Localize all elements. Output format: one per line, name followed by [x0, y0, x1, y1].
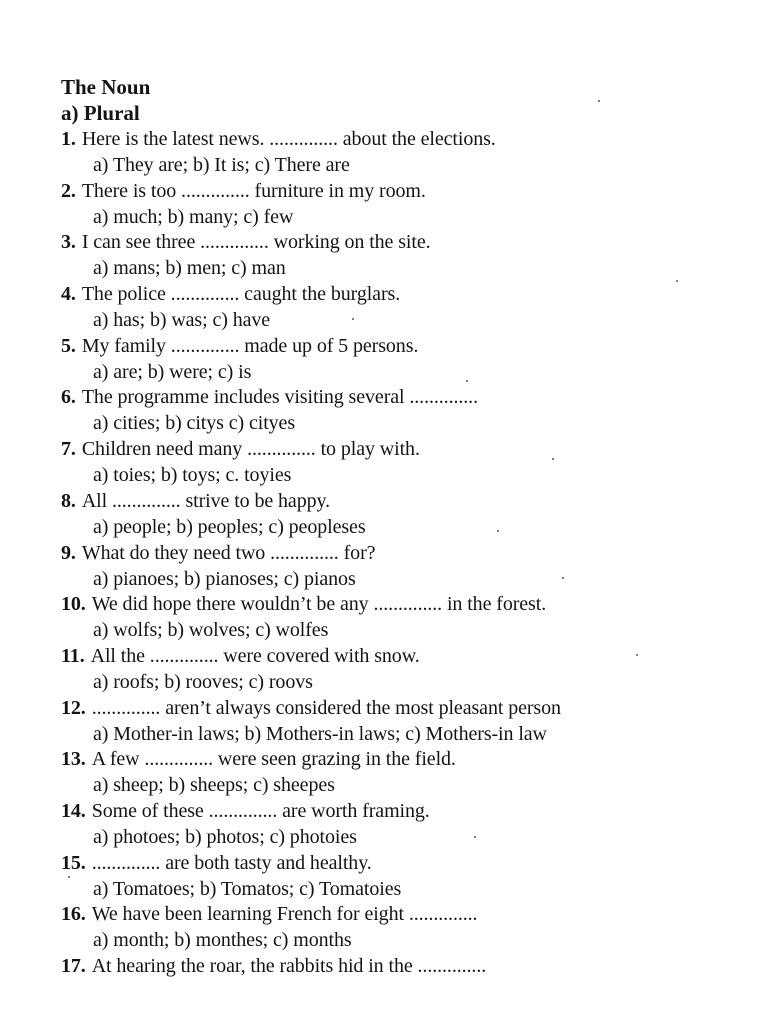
question-number: 10.	[61, 593, 86, 616]
question-stem	[61, 540, 375, 566]
scan-speck	[466, 380, 468, 382]
answer-options: a) cities; b) citys c) cityes	[93, 412, 296, 435]
question-item	[0, 488, 768, 540]
question-stem	[61, 695, 561, 721]
question-stem	[61, 333, 418, 359]
question-text: Some of these .............. are worth framing.	[91, 799, 430, 822]
answer-options: a) mans; b) men; c) man	[93, 257, 286, 280]
answer-options: a) toies; b) toys; c. toyies	[93, 464, 292, 487]
question-item	[0, 591, 768, 643]
answer-options: a) wolfs; b) wolves; c) wolfes	[93, 619, 329, 642]
question-number: 6.	[61, 386, 76, 409]
question-stem	[61, 436, 420, 462]
question-item	[0, 384, 768, 436]
question-text: There is too .............. furniture in my room.	[81, 179, 426, 202]
question-stem	[61, 281, 400, 307]
question-number: 16.	[61, 903, 86, 926]
answer-options: a) month; b) monthes; c) months	[93, 929, 352, 952]
question-item	[0, 178, 768, 230]
answer-options: a) They are; b) It is; c) There are	[93, 154, 350, 176]
question-stem	[61, 746, 456, 772]
answer-options: a) are; b) were; c) is	[93, 360, 252, 383]
question-stem	[61, 591, 546, 617]
question-number: 8.	[61, 489, 76, 512]
question-item	[0, 540, 768, 592]
question-item	[0, 953, 768, 1005]
question-number: 17.	[61, 955, 86, 977]
question-text: A few .............. were seen grazing in the field.	[91, 748, 456, 771]
scan-speck	[352, 318, 354, 320]
answer-options: a) roofs; b) rooves; c) roovs	[93, 670, 313, 693]
question-number: 15.	[61, 851, 86, 874]
question-stem	[61, 126, 496, 152]
question-text: At hearing the roar, the rabbits hid in the ..............	[91, 955, 487, 977]
question-number: 14.	[61, 799, 86, 822]
question-stem	[61, 901, 477, 927]
question-text: The police .............. caught the burglars.	[81, 283, 401, 306]
question-number: 5.	[61, 334, 76, 357]
question-number: 4.	[61, 283, 76, 306]
question-text: I can see three .............. working on the site.	[81, 231, 431, 254]
answer-options: a) much; b) many; c) few	[93, 205, 294, 228]
question-number: 1.	[61, 128, 76, 150]
answer-options: a) has; b) was; c) have	[93, 309, 271, 332]
scan-speck	[474, 836, 476, 838]
question-item	[0, 695, 768, 747]
question-item	[0, 126, 768, 178]
answer-options: a) Tomatoes; b) Tomatos; c) Tomatoies	[93, 877, 402, 900]
question-item	[0, 281, 768, 333]
scan-speck	[562, 577, 564, 579]
question-stem	[61, 953, 486, 979]
question-number: 2.	[61, 179, 76, 202]
question-item	[0, 333, 768, 385]
page-title: The Noun	[61, 75, 151, 99]
scan-speck	[598, 100, 600, 102]
question-number: 11.	[61, 644, 85, 667]
scan-speck	[552, 458, 554, 460]
answer-options: a) Mother-in laws; b) Mothers-in laws; c) Mothers-in law	[93, 722, 547, 745]
question-item	[0, 850, 768, 902]
question-text: The programme includes visiting several ..............	[81, 386, 478, 409]
scan-speck	[497, 530, 499, 532]
question-text: .............. aren’t always considered the most pleasant person	[91, 696, 561, 719]
question-number: 13.	[61, 748, 86, 771]
answer-options: a) photoes; b) photos; c) photoies	[93, 825, 357, 848]
question-stem	[61, 229, 431, 255]
question-text: We have been learning French for eight ..............	[91, 903, 478, 926]
scan-speck	[68, 876, 70, 878]
question-stem	[61, 384, 478, 410]
question-text: .............. are both tasty and healthy.	[91, 851, 372, 874]
question-stem	[61, 488, 330, 514]
question-stem	[61, 643, 420, 669]
question-stem	[61, 850, 372, 876]
question-item	[0, 436, 768, 488]
question-text: What do they need two .............. for?	[81, 541, 376, 564]
question-number: 3.	[61, 231, 76, 254]
question-text: We did hope there wouldn’t be any .............. in the forest.	[91, 593, 547, 616]
scan-speck	[636, 654, 638, 656]
question-item	[0, 746, 768, 798]
question-item	[0, 229, 768, 281]
question-text: All the .............. were covered with snow.	[90, 644, 420, 667]
scan-speck	[676, 280, 678, 282]
question-text: Children need many .............. to play with.	[81, 438, 420, 461]
question-number: 9.	[61, 541, 76, 564]
question-text: My family .............. made up of 5 persons.	[81, 334, 419, 357]
question-item	[0, 798, 768, 850]
question-list	[0, 126, 768, 1005]
answer-options: a) people; b) peoples; c) peopleses	[93, 515, 366, 538]
question-stem	[61, 798, 430, 824]
question-text: Here is the latest news. .............. about the elections.	[81, 128, 496, 150]
question-stem	[61, 178, 426, 204]
question-number: 12.	[61, 696, 86, 719]
answer-options: a) sheep; b) sheeps; c) sheepes	[93, 774, 335, 797]
question-text: All .............. strive to be happy.	[81, 489, 331, 512]
answer-options: a) pianoes; b) pianoses; c) pianos	[93, 567, 356, 590]
question-number: 7.	[61, 438, 76, 461]
section-heading: a) Plural	[61, 101, 140, 125]
question-item	[0, 901, 768, 953]
question-item	[0, 643, 768, 695]
